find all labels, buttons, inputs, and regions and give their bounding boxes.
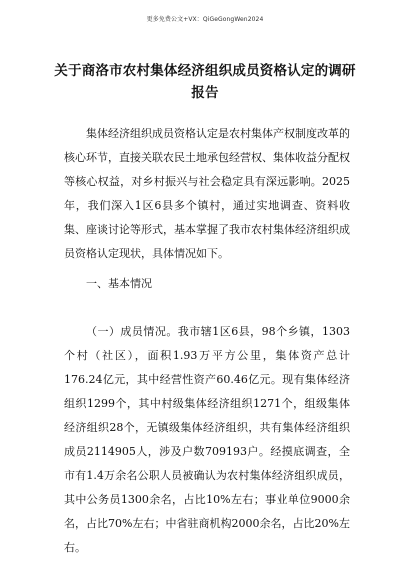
section-one-paragraph: （一）成员情况。我市辖1区6县，98个乡镇，1303个村（社区），面积1.93万平方公里，集体资产总计176.24亿元，其中经营性资产60.46亿元。现有集体经济组织1299个，其中村级集体经济组织1271个，组级集体经济组织28个，无镇级集体经济组织，共有集体经济组织成员2114905人，涉及户数709193户。经摸底调查，全市有1.4万余名公职人员被确认为农村集体经济组织成员，其中公务员1300余名，占比10%左右；事业单位9000余名，占比70%左右；中省驻商机构2000余名，占比20%左右。: [64, 325, 350, 554]
document-title: 关于商洛市农村集体经济组织成员资格认定的调研报告: [54, 63, 356, 101]
section-one-heading: 一、基本情况: [86, 277, 152, 290]
intro-paragraph: 集体经济组织成员资格认定是农村集体产权制度改革的核心环节，直接关联农民土地承包经营权、集体收益分配权等核心权益，对乡村振兴与社会稳定具有深远影响。2025年，我们深入1区6县多个镇村，通过实地调查、资料收集、座谈讨论等形式，基本掌握了我市农村集体经济组织成员资格认定现状，具体情况如下。: [64, 127, 350, 260]
header-note: 更多免费公文+VX：QiGeGongWen2024: [146, 16, 264, 23]
